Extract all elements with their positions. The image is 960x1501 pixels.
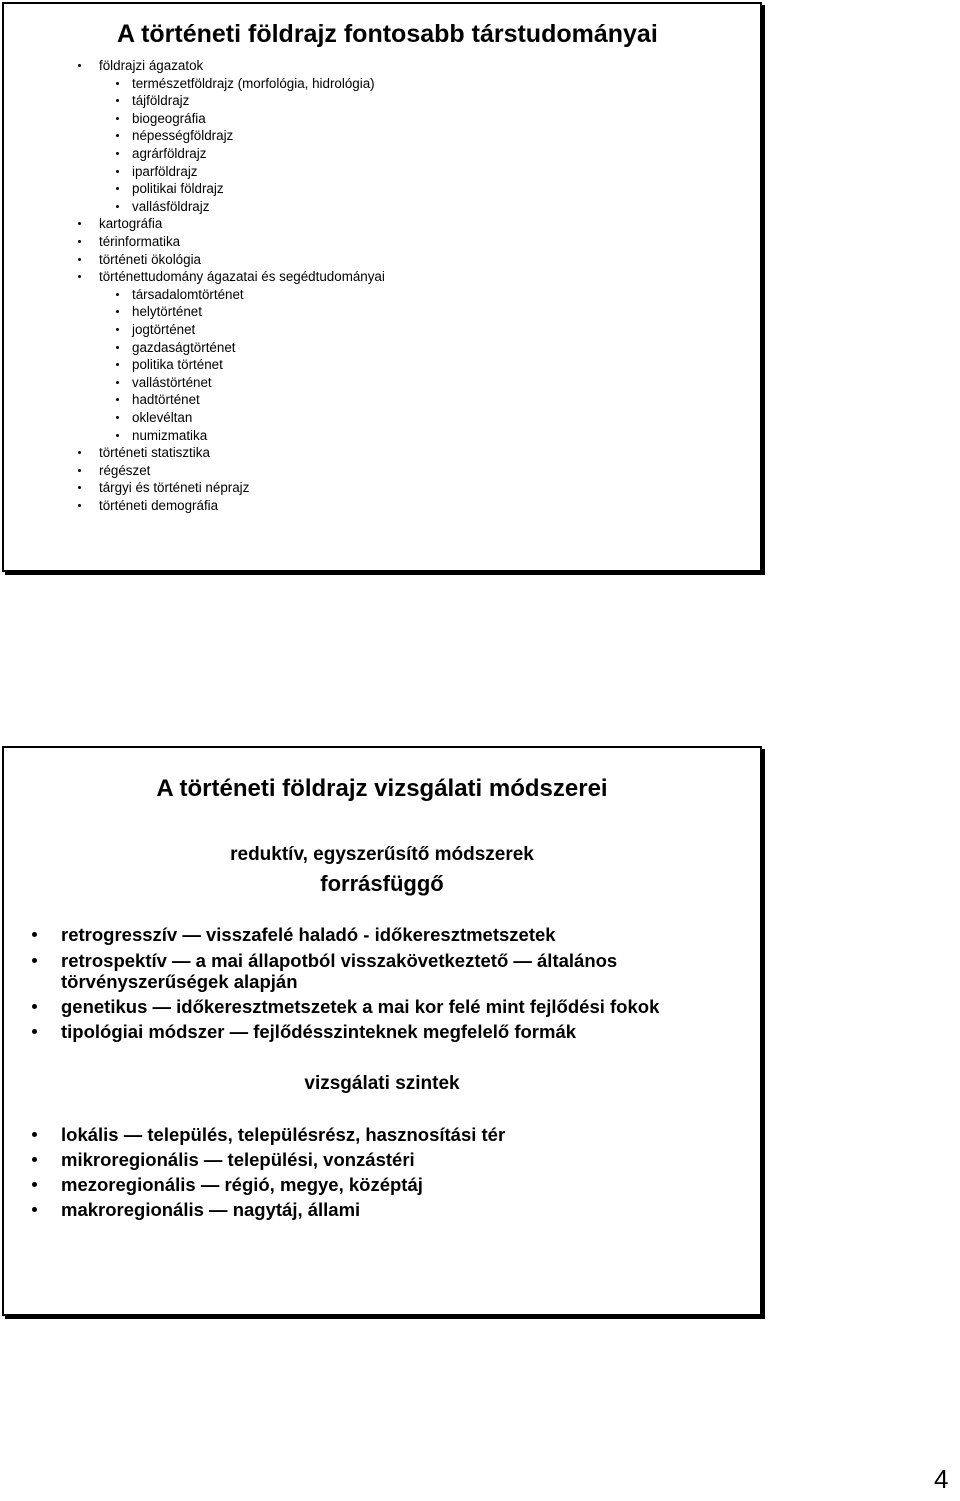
sub-list-item (132, 321, 195, 338)
list-item-text: gazdaságtörténet (132, 339, 236, 355)
bullet-icon (78, 486, 81, 489)
sub-list-item (132, 198, 209, 215)
bullet-icon (32, 1182, 37, 1187)
method-item-text: retrogresszív — visszafelé haladó - időkeresztmetszetek (61, 924, 556, 945)
sub-list-item (132, 339, 235, 356)
bullet-icon (32, 958, 37, 963)
bullet-icon (116, 381, 119, 384)
slide-2-subtitle-source-dependent: forrásfüggő (320, 871, 444, 896)
sub-list-item (132, 75, 375, 92)
list-item-text: oklevéltan (132, 410, 193, 425)
bullet-icon (78, 451, 81, 454)
bullet-icon (116, 117, 119, 120)
list-item (99, 462, 150, 479)
list-item-text: történeti demográfia (99, 498, 219, 513)
method-item-text: retrospektív — a mai állapotból visszakövetkeztető — általános törvényszerűségek alapján (61, 950, 618, 992)
list-item-text: biogeográfia (132, 110, 206, 126)
bullet-icon (78, 64, 81, 67)
list-item (99, 215, 162, 232)
list-item-text: tárgyi és történeti néprajz (99, 480, 250, 496)
bullet-icon (78, 469, 81, 472)
method-item (61, 924, 751, 945)
level-item (61, 1199, 751, 1220)
bullet-icon (116, 205, 119, 208)
level-item (61, 1149, 751, 1170)
bullet-icon (78, 275, 81, 278)
bullet-icon (78, 240, 81, 243)
list-item (99, 497, 218, 514)
list-item-text: történeti statisztika (99, 445, 210, 461)
bullet-icon (32, 1132, 37, 1137)
list-item-text: politika történet (132, 357, 223, 373)
slide-2-title: A történeti földrajz vizsgálati módszerei (156, 775, 608, 802)
bullet-icon (116, 152, 119, 155)
bullet-icon (116, 346, 119, 349)
list-item-text: földrajzi ágazatok (99, 58, 204, 73)
sub-list-item (132, 427, 207, 444)
bullet-icon (32, 1157, 37, 1162)
bullet-icon (116, 328, 119, 331)
list-item-text: kartográfia (99, 216, 163, 232)
bullet-icon (116, 363, 119, 366)
list-item-text: helytörténet (132, 304, 202, 320)
sub-list-item (132, 163, 198, 180)
method-item (61, 1021, 751, 1042)
bullet-icon (32, 1004, 37, 1009)
list-item-text: természetföldrajz (morfológia, hidrológia) (132, 75, 375, 91)
bullet-icon (116, 82, 119, 85)
slide-2-subtitle-reductive: reduktív, egyszerűsítő módszerek (230, 844, 534, 865)
sub-list-item (132, 391, 200, 408)
list-item-text: tájföldrajz (132, 93, 190, 109)
sub-list-item (132, 374, 212, 391)
bullet-icon (116, 187, 119, 190)
level-item-text: lokális — település, településrész, hasznosítási tér (61, 1124, 506, 1145)
bullet-icon (116, 99, 119, 102)
method-item (61, 996, 751, 1017)
list-item-text: társadalomtörténet (132, 286, 244, 302)
slide-2-subtitle-levels: vizsgálati szintek (304, 1073, 460, 1094)
list-item-text: népességföldrajz (132, 128, 234, 144)
bullet-icon (78, 504, 81, 507)
bullet-icon (32, 1029, 37, 1034)
sub-list-item (132, 356, 223, 373)
list-item-text: jogtörténet (132, 322, 196, 337)
list-item (99, 233, 180, 250)
list-item-text: hadtörténet (132, 392, 200, 408)
list-item-text: vallásföldrajz (132, 198, 210, 214)
list-item-text: történettudomány ágazatai és segédtudományai (99, 269, 385, 285)
sub-list-item (132, 303, 202, 320)
bullet-icon (32, 1207, 37, 1212)
level-item-text: mikroregionális — települési, vonzástéri (61, 1149, 415, 1170)
page-number: 4 (934, 1464, 949, 1494)
sub-list-item (132, 180, 224, 197)
level-item (61, 1124, 751, 1145)
bullet-icon (116, 416, 119, 419)
list-item (99, 57, 203, 74)
list-item-text: régészet (99, 462, 151, 478)
slide-2 (2, 746, 762, 1316)
sub-list-item (132, 145, 206, 162)
bullet-icon (116, 293, 119, 296)
list-item-text: vallástörténet (132, 374, 212, 390)
sub-list-item (132, 110, 206, 127)
slide-1 (2, 2, 762, 572)
list-item (99, 268, 385, 285)
method-item (61, 950, 751, 992)
list-item (99, 444, 210, 461)
sub-list-item (132, 286, 244, 303)
list-item-text: iparföldrajz (132, 163, 198, 179)
method-item-text: genetikus — időkeresztmetszetek a mai kor felé mint fejlődési fokok (61, 996, 660, 1017)
slide-1-title: A történeti földrajz fontosabb társtudományai (117, 20, 658, 48)
list-item (99, 251, 201, 268)
bullet-icon (116, 170, 119, 173)
bullet-icon (78, 222, 81, 225)
level-item-text: makroregionális — nagytáj, állami (61, 1199, 361, 1220)
bullet-icon (78, 258, 81, 261)
method-item-text: tipológiai módszer — fejlődésszinteknek megfelelő formák (61, 1021, 577, 1042)
list-item-text: agrárföldrajz (132, 146, 207, 161)
list-item (99, 479, 249, 496)
bullet-icon (116, 310, 119, 313)
list-item-text: térinformatika (99, 234, 181, 249)
bullet-icon (116, 398, 119, 401)
sub-list-item (132, 92, 189, 109)
list-item-text: politikai földrajz (132, 181, 224, 197)
list-item-text: történeti ökológia (99, 251, 201, 267)
sub-list-item (132, 409, 192, 426)
bullet-icon (32, 932, 37, 937)
level-item-text: mezoregionális — régió, megye, középtáj (61, 1174, 423, 1195)
list-item-text: numizmatika (132, 427, 208, 443)
bullet-icon (116, 434, 119, 437)
level-item (61, 1174, 751, 1195)
bullet-icon (116, 134, 119, 137)
sub-list-item (132, 127, 233, 144)
